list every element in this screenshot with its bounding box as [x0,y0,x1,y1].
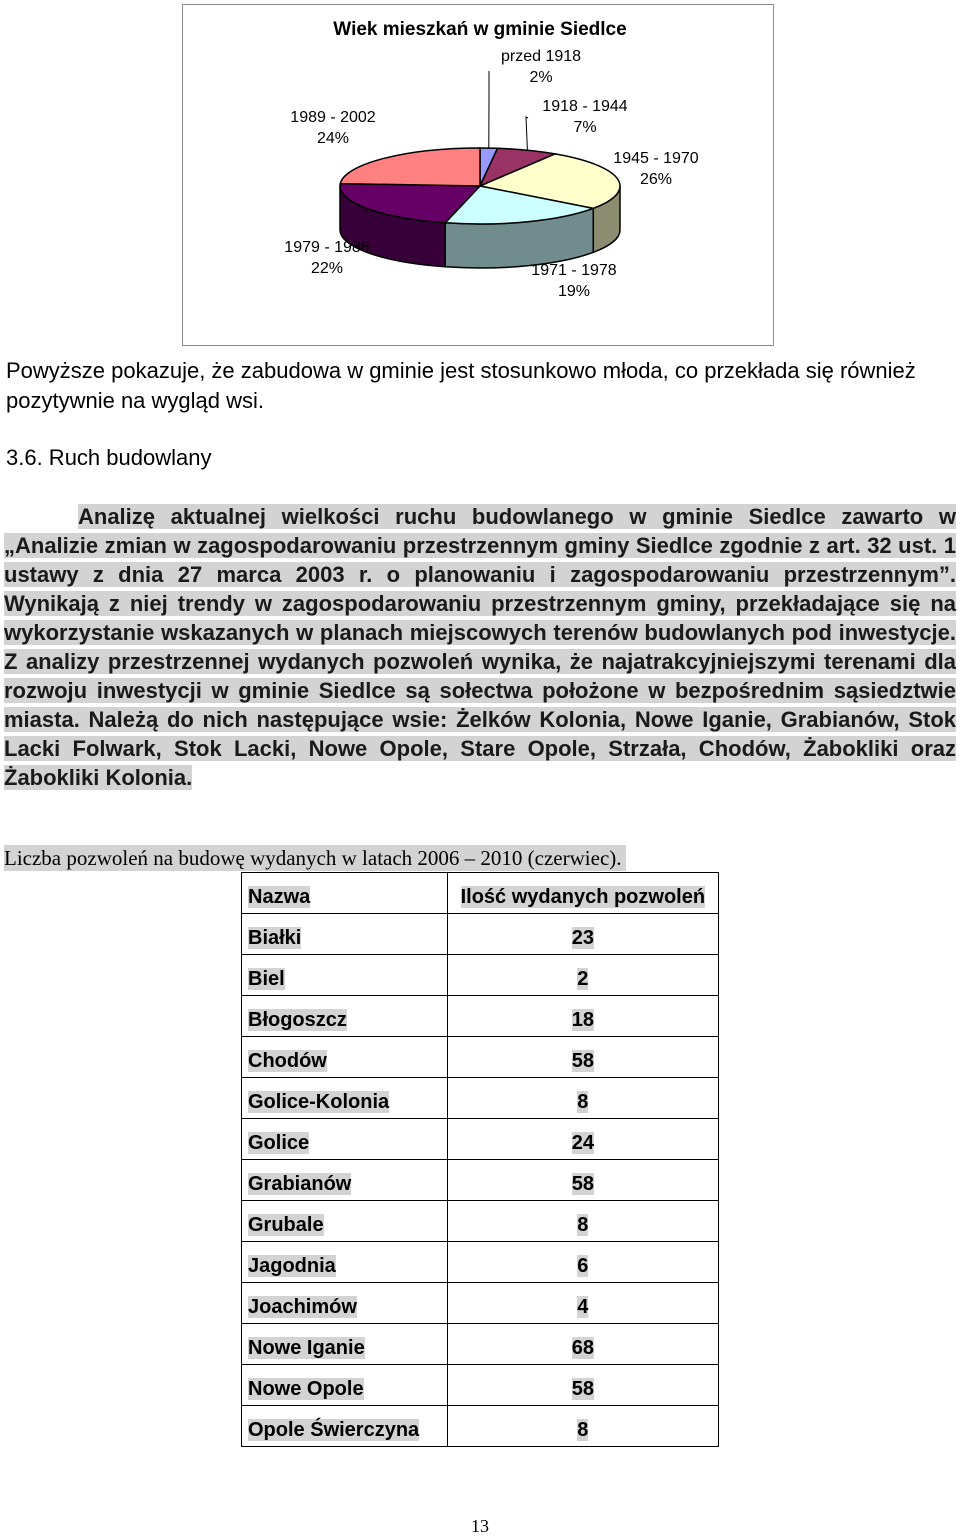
table-row [242,1406,719,1447]
header-count-cell [447,873,718,914]
section-heading: 3.6. Ruch budowlany [6,445,212,470]
slice-percent-label: 19% [557,283,591,300]
permit-count-cell-text: 68 [571,1337,594,1359]
chart-title: Wiek mieszkań w gminie Siedlce [333,19,627,40]
village-name-cell [242,1242,448,1283]
village-name-cell [242,1160,448,1201]
village-name-cell-text: Błogoszcz [248,1009,347,1031]
permit-count-cell [447,1160,718,1201]
permit-count-cell [447,1119,718,1160]
table-header-row [242,873,719,914]
village-name-cell-text: Joachimów [248,1296,357,1318]
page-number: 13 [471,1516,489,1536]
permit-count-cell-text: 24 [571,1132,594,1154]
permit-count-cell [447,996,718,1037]
permit-count-cell-text: 8 [577,1091,589,1113]
pie-slice [340,148,480,186]
slice-percent-label: 7% [573,119,597,136]
table-row [242,955,719,996]
permit-count-cell [447,1324,718,1365]
village-name-cell-text: Jagodnia [248,1255,336,1277]
permits-table [241,872,719,1447]
table-row [242,1160,719,1201]
village-name-cell [242,1365,448,1406]
permit-count-cell [447,1078,718,1119]
village-name-cell-text: Golice [248,1132,310,1154]
permit-count-cell-text: 8 [577,1419,589,1441]
permit-count-cell-text: 58 [571,1378,594,1400]
slice-percent-label: 2% [529,69,553,86]
table-row [242,914,719,955]
village-name-cell [242,1119,448,1160]
village-name-cell-text: Nowe Iganie [248,1337,365,1359]
table-row [242,996,719,1037]
building-analysis-paragraph [4,502,956,792]
permit-count-cell [447,1406,718,1447]
village-name-cell [242,1283,448,1324]
permit-count-cell-text: 8 [577,1214,589,1236]
permit-count-cell [447,1242,718,1283]
permit-count-cell-text: 2 [577,968,589,990]
slice-label: 1918 - 1944 [542,98,628,115]
pie-chart-frame [182,4,774,346]
permit-count-cell-text: 18 [571,1009,594,1031]
permit-count-cell [447,1283,718,1324]
slice-percent-label: 24% [316,130,350,147]
table-row [242,1365,719,1406]
table-row [242,1242,719,1283]
table-caption: Liczba pozwoleń na budowę wydanych w latach 2006 – 2010 (czerwiec). [4,845,626,871]
slice-label: 1989 - 2002 [290,109,376,126]
permit-count-cell-text: 58 [571,1173,594,1195]
permit-count-cell-text: 23 [571,927,594,949]
village-name-cell-text: Grabianów [248,1173,352,1195]
slice-percent-label: 22% [310,260,344,277]
village-name-cell [242,1037,448,1078]
leader-line [526,117,528,150]
table-row [242,1037,719,1078]
table-row [242,1078,719,1119]
village-name-cell [242,1078,448,1119]
permit-count-cell [447,1201,718,1242]
village-name-cell-text: Biel [248,968,285,990]
village-name-cell-text: Golice-Kolonia [248,1091,390,1113]
village-name-cell [242,914,448,955]
slice-percent-label: 26% [639,171,673,188]
village-name-cell-text: Chodów [248,1050,327,1072]
permit-count-cell [447,955,718,996]
permit-count-cell [447,1365,718,1406]
village-name-cell [242,1324,448,1365]
pie-chart [183,5,775,347]
table-row [242,1119,719,1160]
permit-count-cell [447,914,718,955]
village-name-cell [242,1406,448,1447]
permit-count-cell-text: 6 [577,1255,589,1277]
header-name-cell [242,873,448,914]
highlighted-text: Analizę aktualnej wielkości ruchu budowlanego w gminie Siedlce zawarto w „Analizie zmian w zagospodarowaniu przestrzennym gminy Siedlce zgodnie z art. 32 ust. 1 ustawy z dnia 27 marca 2003 r. o planowaniu i zagospodarowaniu przestrzennym”. Wynikają z niej trendy w zagospodarowaniu przestrzennym gminy, przekładające się na wykorzystanie wskazanych w planach miejscowych terenów budowlanych pod inwestycje. Z analizy przestrzennej wydanych pozwoleń wynika, że najatrakcyjniejszymi terenami dla rozwoju inwestycji w gminie Siedlce są sołectwa położone w bezpośrednim sąsiedztwie miasta. Należą do nich następujące wsie: Żelków Kolonia, Nowe Iganie, Grabianów, Stok Lacki Folwark, Stok Lacki, Nowe Opole, Stare Opole, Strzała, Chodów, Żabokliki oraz Żabokliki Kolonia. [4,504,956,790]
intro-paragraph: Powyższe pokazuje, że zabudowa w gminie jest stosunkowo młoda, co przekłada się również pozytywnie na wygląd wsi. [6,358,916,413]
village-name-cell-text: Opole Świerczyna [248,1419,420,1441]
table-row [242,1324,719,1365]
village-name-cell-text: Nowe Opole [248,1378,364,1400]
village-name-cell [242,996,448,1037]
village-name-cell [242,955,448,996]
slice-label: 1945 - 1970 [613,150,699,167]
table-row [242,1283,719,1324]
permit-count-cell-text: 4 [577,1296,589,1318]
village-name-cell-text: Białki [248,927,302,949]
village-name-cell [242,1201,448,1242]
slice-label: 1971 - 1978 [531,262,617,279]
permit-count-cell [447,1037,718,1078]
village-name-cell-text: Grubale [248,1214,324,1236]
header-count-cell-text: Ilość wydanych pozwoleń [460,886,706,908]
permit-count-cell-text: 58 [571,1050,594,1072]
table-row [242,1201,719,1242]
header-name-cell-text: Nazwa [248,886,311,908]
slice-label: 1979 - 1988 [284,239,370,256]
slice-label: przed 1918 [500,48,582,65]
